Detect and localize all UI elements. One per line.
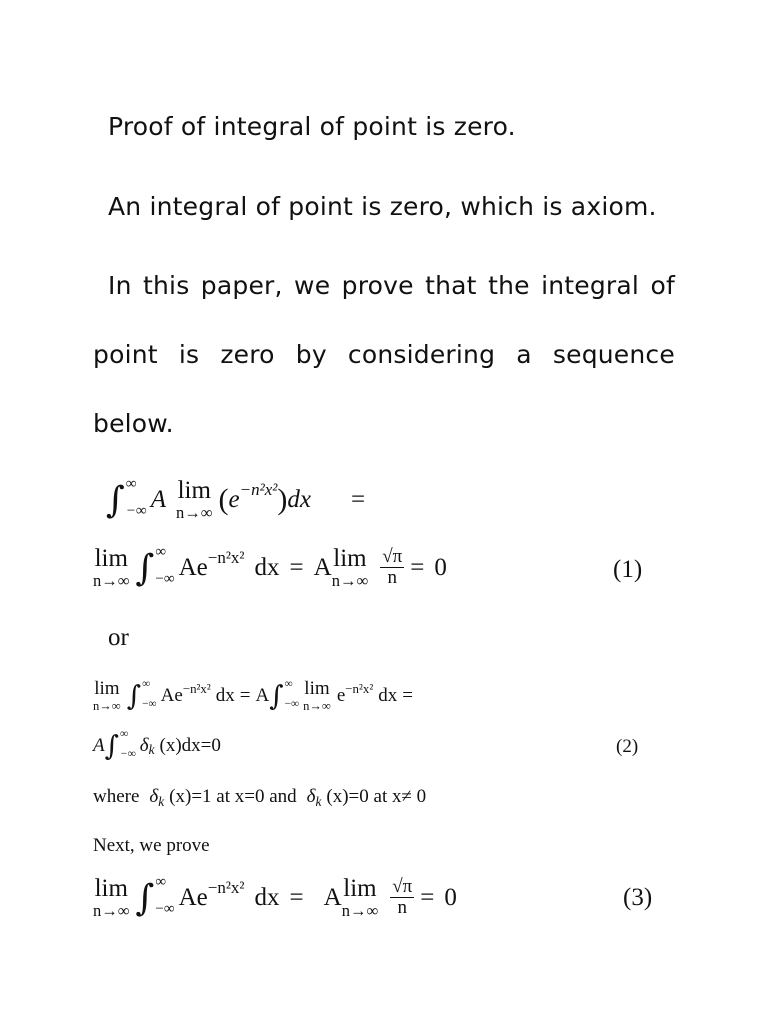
integral-limits: ∞ −∞: [125, 476, 147, 520]
exponent: −n²x²: [345, 680, 374, 696]
integral-sign: ∫: [106, 478, 125, 522]
delta-symbol: δ: [306, 786, 316, 807]
word: integral: [541, 271, 640, 300]
exponent: −n²x²: [207, 878, 245, 898]
next-statement: Next, we prove: [93, 835, 210, 856]
word: In: [108, 271, 132, 300]
equation-number-2: (2): [616, 736, 639, 757]
exponent: −n²x²: [239, 480, 278, 500]
equation-1-line-1: ∫ ∞ −∞ A lim n→∞ ( e −n²x² ) dx =: [106, 476, 366, 522]
paragraph-line-3: below.: [93, 409, 174, 438]
word: prove: [341, 271, 414, 300]
equation-2-line-1: lim n→∞ ∫ ∞ −∞ A e −n²x² dx = A ∫ ∞ −∞ lim n→∞ e −n²x² dx =: [93, 677, 413, 713]
limit-operator: lim n→∞: [93, 678, 121, 713]
integral-sign: ∫: [269, 679, 284, 712]
exponent: −n²x²: [207, 548, 245, 568]
limit-operator: lim n→∞: [93, 545, 130, 590]
integral-sign: ∫: [135, 876, 155, 920]
equation-2-line-2: A ∫ ∞ −∞ δ k (x)dx=0: [93, 727, 221, 762]
where-clause: where δ k (x)=1 at x=0 and δ k (x)=0 at x≠ 0: [93, 786, 427, 809]
integral-limits: ∞ −∞: [284, 677, 300, 711]
exponent: −n²x²: [182, 680, 211, 696]
limit-operator: lim n→∞: [341, 875, 379, 920]
delta-symbol: δ: [139, 734, 149, 756]
paragraph-line-2: [93, 340, 675, 369]
limit-operator: lim n→∞: [331, 545, 369, 590]
integral-limits: ∞ −∞: [142, 677, 157, 711]
limit-operator: lim n→∞: [176, 477, 213, 522]
word: we: [294, 271, 331, 300]
equals-sign: =: [350, 485, 366, 513]
equation-1-line-2: lim n→∞ ∫ ∞ −∞ A e −n²x² dx = A lim n→∞ $\frac{√\pi}{n}$ = 0: [93, 544, 447, 590]
limit-operator: lim n→∞: [303, 678, 331, 713]
integral-sign: ∫: [126, 679, 142, 712]
word: sequence: [552, 340, 675, 369]
word: zero: [220, 340, 275, 369]
integral-sign: ∫: [104, 729, 119, 762]
word: this: [143, 271, 190, 300]
word: of: [650, 271, 675, 300]
fraction: $\frac{√\pi}{n}$: [392, 876, 413, 919]
integral-limits: ∞ −∞: [119, 727, 136, 761]
integral-limits: ∞ −∞: [155, 874, 175, 918]
word: considering: [347, 340, 496, 369]
fraction: $\frac{√\pi}{n}$: [382, 546, 403, 589]
paragraph-line-1: [93, 271, 675, 300]
integral-limits: ∞ −∞: [155, 544, 175, 588]
paragraph-title: Proof of integral of point is zero.: [108, 112, 516, 141]
word: by: [295, 340, 327, 369]
equation-number-1: (1): [613, 556, 643, 583]
equation-3: lim n→∞ ∫ ∞ −∞ A e −n²x² dx = A lim n→∞ $\frac{√\pi}{n}$ = 0: [93, 874, 457, 920]
word: a: [516, 340, 532, 369]
constant-a: A: [150, 485, 166, 513]
word: that: [425, 271, 477, 300]
word: paper,: [200, 271, 283, 300]
integral-sign: ∫: [135, 546, 155, 590]
paragraph-axiom: An integral of point is zero, which is axiom.: [108, 192, 657, 221]
delta-symbol: δ: [149, 786, 159, 807]
word: is: [178, 340, 200, 369]
word: point: [93, 340, 158, 369]
word: the: [488, 271, 530, 300]
limit-operator: lim n→∞: [93, 875, 130, 920]
equation-number-3: (3): [623, 884, 653, 911]
connector-or: or: [108, 624, 129, 651]
